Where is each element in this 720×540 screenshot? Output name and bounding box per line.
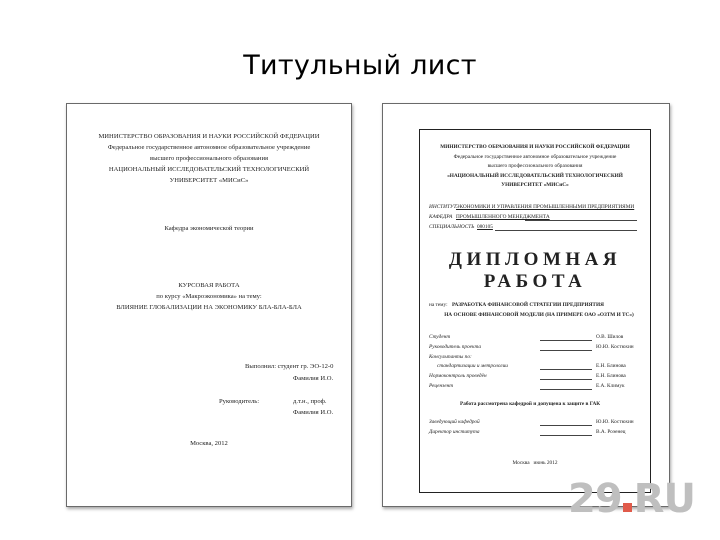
- head-name: Ю.Ю. Костюхин: [596, 419, 634, 425]
- specialty-label: СПЕЦИАЛЬНОСТЬ: [429, 224, 475, 230]
- approval-note: Работа рассмотрена кафедрой и допущена к защите в ГАК: [460, 401, 601, 407]
- diploma-title-line2: РАБОТА: [483, 271, 587, 292]
- role-label: Рецензент: [429, 383, 454, 389]
- head-name: В.А. Роэенец: [596, 429, 626, 435]
- university-name-line2: УНИВЕРСИТЕТ «МИСиС»: [501, 182, 569, 188]
- topic-line2: НА ОСНОВЕ ФИНАНСОВОЙ МОДЕЛИ (НА ПРИМЕРЕ ОАО «ОЗТМ И ТС»): [444, 312, 634, 318]
- work-topic: ВЛИЯНИЕ ГЛОБАЛИЗАЦИИ НА ЭКОНОМИКУ БЛА-БЛА-БЛА: [116, 304, 302, 311]
- institution-type: Федеральное государственное автономное образовательное учреждение: [453, 154, 617, 160]
- head-label: Директор института: [429, 429, 480, 435]
- watermark-dot: [623, 503, 632, 512]
- signature-line: [540, 369, 592, 370]
- watermark-number: 29: [568, 476, 622, 522]
- slide-title: Титульный лист: [243, 50, 477, 81]
- watermark-domain: RU: [633, 476, 695, 522]
- university-name-line1: НАЦИОНАЛЬНЫЙ ИССЛЕДОВАТЕЛЬСКИЙ ТЕХНОЛОГИЧЕСКИЙ: [108, 166, 310, 173]
- department-underline: [525, 220, 637, 221]
- site-watermark: [568, 476, 695, 522]
- city-year: Москва, 2012: [190, 440, 228, 447]
- university-name-line2: УНИВЕРСИТЕТ «МИСиС»: [169, 177, 249, 184]
- department-label: КАФЕДРА: [429, 214, 453, 220]
- role-label: Консультанты по:: [429, 354, 472, 360]
- specialty-value: 080105: [477, 224, 493, 230]
- role-label: Студент: [429, 334, 451, 340]
- education-level: высшего профессионального образования: [149, 155, 269, 162]
- role-label: Руководитель проекта: [429, 344, 481, 350]
- specialty-underline: [495, 230, 637, 231]
- department-name: Кафедра экономической теории: [164, 225, 254, 232]
- signature-line: [540, 350, 592, 351]
- head-label: Заведующий кафедрой: [429, 419, 480, 425]
- role-name: О.В. Шилов: [596, 334, 624, 340]
- institute-value: ЭКОНОМИКИ И УПРАВЛЕНИЯ ПРОМЫШЛЕННЫМИ ПРЕДПРИЯТИЯМИ: [456, 204, 635, 210]
- supervisor-name: Фамилия И.О.: [293, 409, 334, 416]
- signature-line: [540, 340, 592, 341]
- topic-line1: РАЗРАБОТКА ФИНАНСОВОЙ СТРАТЕГИИ ПРЕДПРИЯТИЯ: [452, 302, 604, 308]
- supervisor-label: Руководитель:: [219, 398, 260, 405]
- signature-line: [540, 389, 592, 390]
- role-label: Нормоконтроль проведён: [429, 373, 487, 379]
- role-name: Е.Н. Блинова: [596, 373, 626, 379]
- university-name-line1: «НАЦИОНАЛЬНЫЙ ИССЛЕДОВАТЕЛЬСКИЙ ТЕХНОЛОГИЧЕСКИЙ: [447, 173, 623, 179]
- signature-line: [540, 379, 592, 380]
- topic-label: на тему:: [429, 302, 448, 308]
- education-level: высшего профессионального образования: [487, 163, 583, 169]
- signature-line: [540, 435, 592, 436]
- ministry-heading: МИНИСТЕРСТВО ОБРАЗОВАНИЯ И НАУКИ РОССИЙСКОЙ ФЕДЕРАЦИИ: [440, 144, 630, 150]
- institute-label: ИНСТИТУТ: [429, 204, 457, 210]
- ministry-heading: МИНИСТЕРСТВО ОБРАЗОВАНИЯ И НАУКИ РОССИЙСКОЙ ФЕДЕРАЦИИ: [98, 133, 320, 140]
- student-name: Фамилия И.О.: [293, 375, 334, 382]
- coursework-title-page: [66, 103, 352, 507]
- role-name: Ю.Ю. Костюхин: [596, 344, 634, 350]
- institution-type: Федеральное государственное автономное образовательное учреждение: [107, 144, 311, 151]
- supervisor-degree: д.т.н., проф.: [293, 398, 327, 405]
- course-line: по курсу «Макроэкономика» на тему:: [156, 293, 262, 300]
- page-frame: [419, 129, 651, 493]
- role-label: стандартизации и метрологии: [437, 363, 508, 369]
- department-value: ПРОМЫШЛЕННОГО МЕНЕДЖМЕНТА: [456, 214, 550, 220]
- diploma-title-line1: ДИПЛОМНАЯ: [448, 249, 622, 270]
- work-type: КУРСОВАЯ РАБОТА: [178, 282, 240, 289]
- performed-by-label: Выполнил: студент гр. ЭО-12-0: [245, 363, 334, 370]
- city-date: Москва июнь 2012: [512, 460, 558, 466]
- role-name: Е.Н. Блинова: [596, 363, 626, 369]
- diploma-title-page: [382, 103, 670, 507]
- signature-line: [540, 425, 592, 426]
- role-name: Е.А. Климук: [596, 383, 625, 389]
